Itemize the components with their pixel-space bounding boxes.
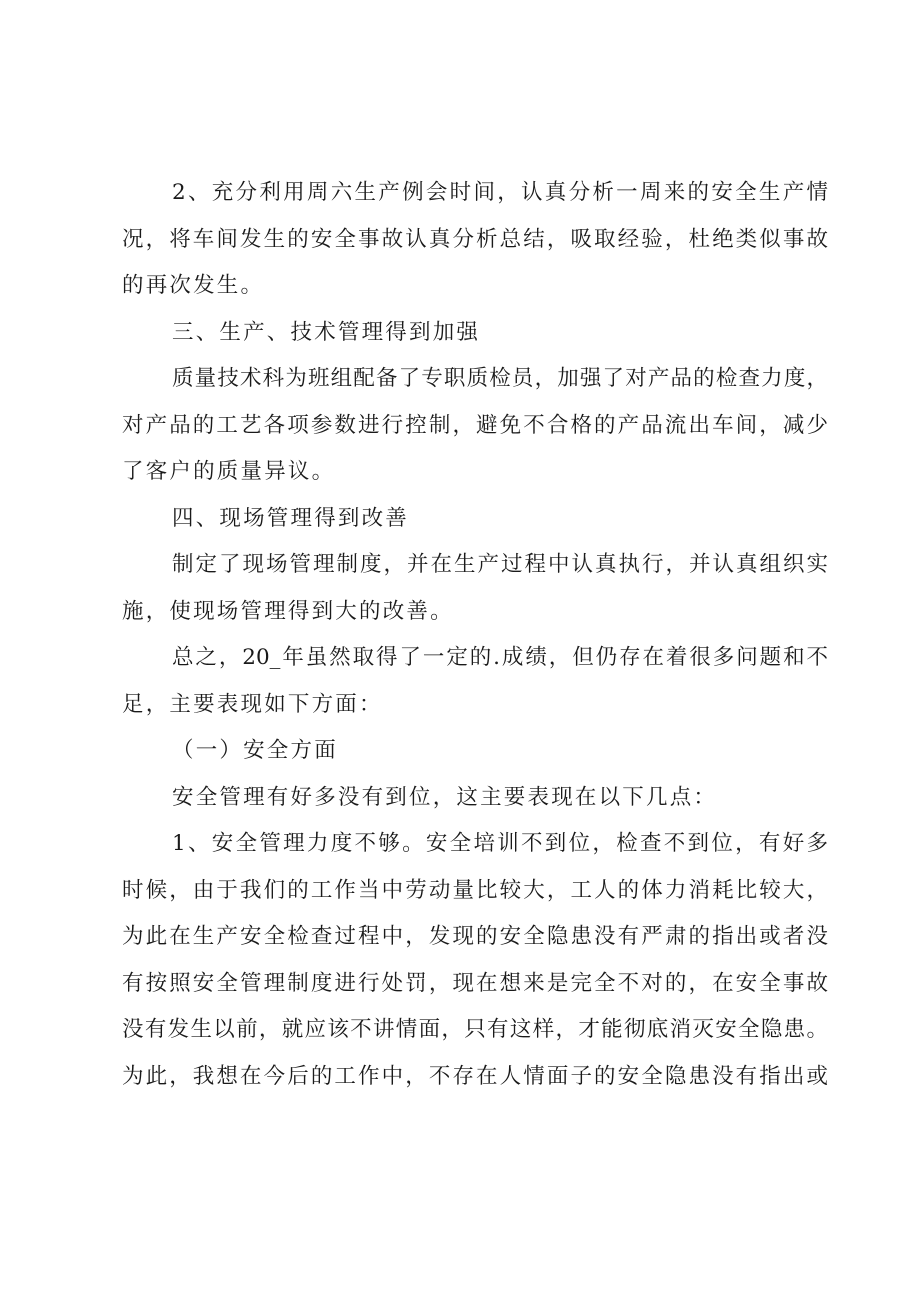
- paragraph-line: 了客户的质量异议。: [122, 459, 336, 484]
- paragraph-line: 况，将车间发生的安全事故认真分析总结，吸取经验，杜绝类似事故: [122, 226, 828, 252]
- paragraph-line: 安全管理有好多没有到位，这主要表现在以下几点：: [172, 784, 718, 810]
- paragraph-line: 对产品的工艺各项参数进行控制，避免不合格的产品流出车间，减少: [122, 412, 828, 438]
- paragraph-line: 有按照安全管理制度进行处罚，现在想来是完全不对的，在安全事故: [122, 970, 828, 996]
- paragraph-line: 没有发生以前，就应该不讲情面，只有这样，才能彻底消灭安全隐患。: [122, 1017, 828, 1042]
- section-heading: 三、生产、技术管理得到加强: [172, 319, 481, 345]
- section-heading: 四、现场管理得到改善: [172, 505, 410, 531]
- subsection-heading: （一）安全方面: [172, 738, 338, 763]
- document-body: [122, 170, 828, 1100]
- paragraph-line: 为此在生产安全检查过程中，发现的安全隐患没有严肃的指出或者没: [122, 924, 828, 949]
- paragraph-line: 的再次发生。: [122, 273, 265, 298]
- paragraph-line: 足，主要表现如下方面：: [122, 691, 383, 717]
- paragraph-line: 时候，由于我们的工作当中劳动量比较大，工人的体力消耗比较大，: [122, 877, 828, 903]
- paragraph-line: 总之，20_年虽然取得了一定的.成绩，但仍存在着很多问题和不: [172, 645, 828, 670]
- paragraph-line: 1、安全管理力度不够。安全培训不到位，检查不到位，有好多: [172, 831, 828, 856]
- paragraph-line: 质量技术科为班组配备了专职质检员，加强了对产品的检查力度，: [172, 366, 828, 391]
- paragraph-line: 施，使现场管理得到大的改善。: [122, 598, 454, 624]
- paragraph-line: 制定了现场管理制度，并在生产过程中认真执行，并认真组织实: [172, 552, 828, 577]
- paragraph-line: 2、充分利用周六生产例会时间，认真分析一周来的安全生产情: [172, 180, 828, 205]
- paragraph-line: 为此，我想在今后的工作中，不存在人情面子的安全隐患没有指出或: [122, 1063, 828, 1089]
